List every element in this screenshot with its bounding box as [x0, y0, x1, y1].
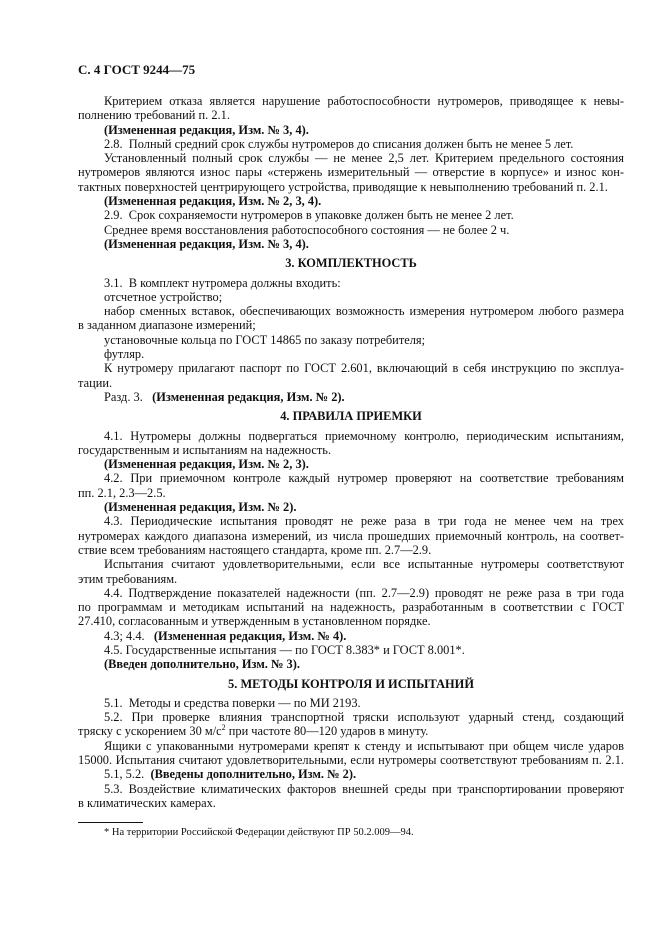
text-run: этим требованиям.: [78, 571, 178, 586]
text-line: [78, 223, 624, 237]
text-run: в заданном диапазоне измерений;: [78, 318, 256, 333]
paragraph: [78, 782, 624, 811]
paragraph: [78, 151, 624, 194]
text-run: тации.: [78, 375, 113, 390]
text-line: [78, 572, 624, 586]
paragraph: [78, 457, 624, 471]
text-line: [78, 276, 624, 290]
page-header: С. 4 ГОСТ 9244—75: [78, 62, 196, 77]
text-line: [78, 108, 624, 122]
paragraph: [78, 333, 624, 347]
text-run: К нутромеру прилагают паспорт по ГОСТ 2.601, включающий в себя инструкцию по эксплуа-: [104, 361, 624, 376]
text-run: Установленный полный срок службы — не менее 2,5 лет. Критерием предельного состояния: [104, 151, 624, 166]
paragraph: [78, 696, 624, 710]
text-run: 4.3; 4.4.: [104, 628, 154, 643]
text-run: тактных поверхностей центрирующего устройства, приводящие к невыполнению требований п. 2.1.: [78, 179, 608, 194]
paragraph: [78, 739, 624, 768]
text-line: [78, 529, 624, 543]
text-run: отсчетное устройство;: [104, 289, 223, 304]
paragraph: [78, 767, 624, 781]
text-run: 5.2. При проверке влияния транспортной тряски используют ударный стенд, создающий: [104, 710, 624, 725]
paragraph: [78, 514, 624, 557]
text-line: [78, 361, 624, 375]
text-line: [78, 123, 624, 137]
paragraph: [78, 471, 624, 500]
text-line: [78, 486, 624, 500]
paragraph: [78, 390, 624, 404]
paragraph: [78, 276, 624, 290]
text-line: [78, 390, 624, 404]
text-line: [78, 180, 624, 194]
text-line: [78, 710, 624, 724]
text-run: 5.1, 5.2.: [104, 767, 151, 782]
paragraph: [78, 557, 624, 586]
section-heading: 5. МЕТОДЫ КОНТРОЛЯ И ИСПЫТАНИЙ: [228, 676, 474, 691]
paragraph: [78, 123, 624, 137]
text-run: 27.410, согласованным и утвержденным в установленном порядке.: [78, 614, 431, 629]
paragraph: [78, 137, 624, 151]
paragraph: [78, 500, 624, 514]
text-line: [78, 443, 624, 457]
text-run: Критерием отказа является нарушение работоспособности нутромеров, приводящее к невы-: [104, 94, 624, 108]
text-run: 2.8. Полный средний срок службы нутромеров до списания должен быть не менее 5 лет.: [104, 136, 574, 151]
text-run: Ящики с упакованными нутромерами крепят к стенду и испытывают при общем числе ударов: [104, 738, 624, 753]
text-line: [78, 429, 624, 443]
text-run: футляр.: [104, 347, 145, 362]
text-run: 3.1. В комплект нутромера должны входить:: [104, 275, 341, 290]
paragraph: [78, 94, 624, 123]
text-line: [78, 629, 624, 643]
text-run: 15000. Испытания считают удовлетворительными, если нутромеры соответствуют требованиям п. 2.1.: [78, 753, 624, 768]
section-heading: 4. ПРАВИЛА ПРИЕМКИ: [280, 409, 422, 424]
footnote: * На территории Российской Федерации действуют ПР 50.2.009—94.: [104, 827, 414, 838]
text-line: [78, 208, 624, 222]
paragraph: [78, 290, 624, 304]
text-run: установочные кольца по ГОСТ 14865 по заказу потребителя;: [104, 332, 426, 347]
text-run: нутромерах каждого диапазона измерений, из числа прошедших приемочный контроль, на соответ-: [78, 528, 624, 543]
text-run: 4.5. Государственные испытания — по ГОСТ 8.383* и ГОСТ 8.001*.: [104, 642, 465, 657]
paragraph: [78, 629, 624, 643]
text-line: [78, 557, 624, 571]
text-run: нутромеров являются износ пары «стержень измерительный — отверстие в корпусе» и износ кон-: [78, 165, 624, 180]
text-run: государственным и испытаниям на надежность.: [78, 442, 332, 457]
paragraph: [78, 429, 624, 458]
text-line: [78, 376, 624, 390]
text-line: [78, 614, 624, 628]
document-body: [78, 94, 624, 810]
text-line: [78, 333, 624, 347]
paragraph: [78, 586, 624, 629]
text-run: ствие всем требованиям настоящего стандарта, кроме пп. 2.7—2.9.: [78, 542, 432, 557]
paragraph: [78, 208, 624, 222]
text-line: [78, 318, 624, 332]
text-run: 5.3. Воздействие климатических факторов внешней среды при транспортировании проверяют: [104, 781, 624, 796]
text-line: [78, 600, 624, 614]
text-run: 5.1. Методы и средства поверки — по МИ 2193.: [104, 695, 361, 710]
text-line: [78, 165, 624, 179]
text-line: [78, 796, 624, 810]
text-line: [78, 237, 624, 251]
text-run: по программам и методикам испытаний на надежность, разработанным в соответствии с ГОСТ: [78, 600, 624, 615]
paragraph: [78, 347, 624, 361]
text-line: [78, 739, 624, 753]
superscript: 2: [221, 723, 226, 733]
paragraph: [78, 710, 624, 739]
amendment-note: (Введен дополнительно, Изм. № 3).: [104, 657, 300, 672]
paragraph: [78, 657, 624, 671]
paragraph: [78, 361, 624, 390]
text-run: пп. 2.1, 2.3—2.5.: [78, 485, 166, 500]
text-line: [78, 753, 624, 767]
text-line: [78, 471, 624, 485]
text-line: [78, 514, 624, 528]
text-run: Разд. 3.: [104, 389, 153, 404]
text-line: [78, 586, 624, 600]
text-line: [78, 657, 624, 671]
amendment-note: (Измененная редакция, Изм. № 3, 4).: [104, 122, 309, 137]
paragraph: [78, 194, 624, 208]
amendment-note: (Измененная редакция, Изм. № 2, 3).: [104, 457, 309, 472]
paragraph: [78, 643, 624, 657]
paragraph: [78, 304, 624, 333]
amendment-note: (Измененная редакция, Изм. № 4).: [153, 628, 347, 643]
text-run: в климатических камерах.: [78, 795, 216, 810]
text-line: [78, 457, 624, 471]
text-run: полнению требований п. 2.1.: [78, 108, 230, 123]
amendment-note: (Измененная редакция, Изм. № 2).: [104, 500, 297, 515]
text-run: 4.1. Нутромеры должны подвергаться приемочному контролю, периодическим испытаниям,: [104, 428, 624, 443]
text-run: 2.9. Срок сохраняемости нутромеров в упаковке должен быть не менее 2 лет.: [104, 208, 514, 223]
paragraph: [78, 237, 624, 251]
amendment-note: (Измененная редакция, Изм. № 2, 3, 4).: [104, 194, 322, 209]
text-line: [78, 782, 624, 796]
text-line: [78, 94, 624, 108]
footnote-divider: [78, 822, 143, 823]
text-line: [78, 290, 624, 304]
text-run: Среднее время восстановления работоспособного состояния — не более 2 ч.: [104, 222, 510, 237]
text-line: [78, 347, 624, 361]
text-line: [78, 151, 624, 165]
text-line: [78, 500, 624, 514]
text-line: [78, 643, 624, 657]
paragraph: [78, 223, 624, 237]
text-run: 4.2. При приемочном контроле каждый нутромер проверяют на соответствие требованиям: [104, 471, 624, 486]
amendment-note: (Введены дополнительно, Изм. № 2).: [150, 767, 357, 782]
text-run: при частоте 80—120 ударов в минуту.: [225, 724, 429, 739]
amendment-note: (Измененная редакция, Изм. № 2).: [152, 389, 345, 404]
section-heading: 3. КОМПЛЕКТНОСТЬ: [285, 256, 417, 271]
text-line: [78, 194, 624, 208]
text-run: набор сменных вставок, обеспечивающих возможность измерения нутромером любого размера: [104, 304, 624, 319]
text-line: [78, 137, 624, 151]
text-run: тряску с ускорением 30 м/с: [78, 724, 222, 739]
amendment-note: (Измененная редакция, Изм. № 3, 4).: [104, 236, 309, 251]
text-line: [78, 696, 624, 710]
text-line: [78, 304, 624, 318]
text-run: Испытания считают удовлетворительными, если все испытанные нутромеры соответствуют: [104, 557, 624, 572]
text-line: [78, 724, 624, 738]
text-run: 4.4. Подтверждение показателей надежности (пп. 2.7—2.9) проводят не реже раза в три года: [104, 585, 624, 600]
text-line: [78, 543, 624, 557]
text-run: 4.3. Периодические испытания проводят не реже раза в три года не менее чем на трех: [104, 514, 624, 529]
text-line: [78, 767, 624, 781]
